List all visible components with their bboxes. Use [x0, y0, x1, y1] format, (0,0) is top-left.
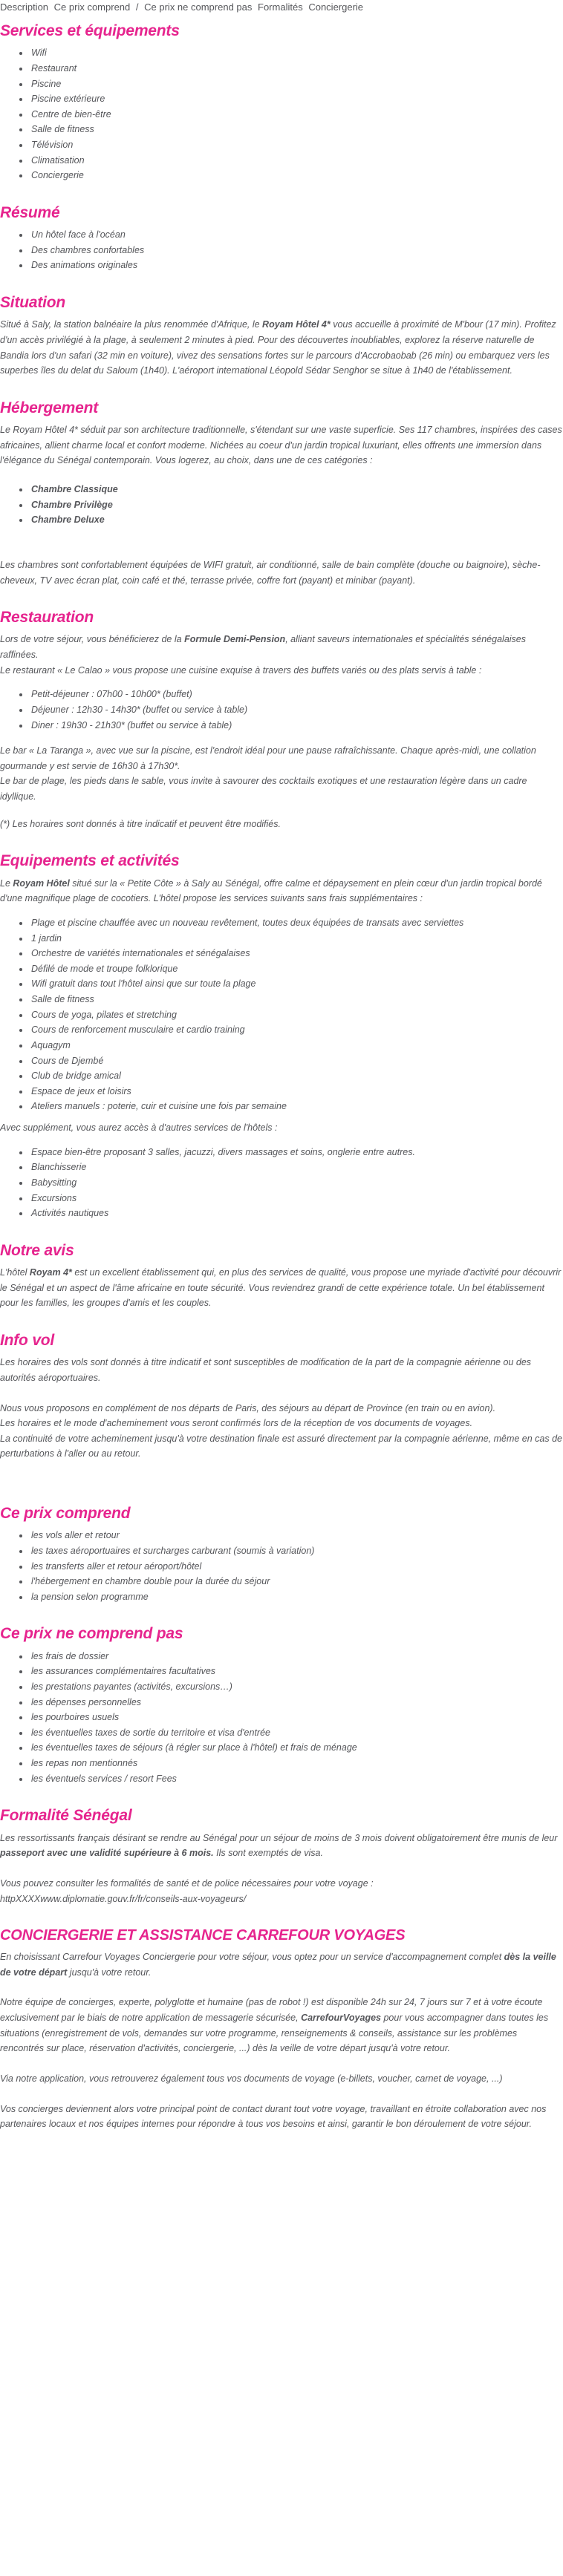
hebergement-equipment: Les chambres sont confortablement équipées de WIFI gratuit, air conditionné, salle de bain complète (douche ou baignoire), sèche-cheveux, TV avec écran plat, coin café et thé, terrasse privée, coffre fort (payant) et minibar (payant).	[0, 559, 541, 586]
diplomatie-link[interactable]: httpXXXXwww.diplomatie.gouv.fr/fr/conseils-aux-voyageurs/	[0, 1893, 247, 1904]
formalite-text-1: Les ressortissants français désirant se rendre au Sénégal pour un séjour de moins de 3 mois doivent obligatoirement être munis de leur passeport avec une validité supérieure à 6 mois. Ils sont exemptés de visa.	[0, 1832, 558, 1859]
tab-ce-prix-ne-comprend-pas[interactable]: Ce prix ne comprend pas	[144, 1, 253, 13]
conciergerie-text-2: Notre équipe de concierges, experte, polyglotte et humaine (pas de robot !) est disponible 24h sur 24, 7 jours sur 7 et à votre écoute exclusivement par le biais de notre application de messagerie sécurisée, CarrefourVoyages pour vous accompagner dans toutes les situations (enregistrement de vols, demandes sur votre programme, renseignements & conseils, assistance sur les problèmes rencontrés sur place, réservation d'activités, conciergerie, ...) dès la veille de votre départ jusqu'à votre retour.	[0, 1997, 549, 2054]
list-item: • Défilé de mode et troupe folklorique	[30, 961, 563, 977]
list-item: • Piscine extérieure	[30, 91, 563, 107]
list-item: • Petit-déjeuner : 07h00 - 10h00* (buffet)	[30, 687, 563, 702]
list-item: • Club de bridge amical	[30, 1068, 563, 1084]
horaires-list	[0, 687, 563, 733]
list-item: • Activités nautiques	[30, 1206, 563, 1221]
list-item: • 1 jardin	[30, 931, 563, 947]
equipements-heading: Equipements et activités	[0, 852, 180, 870]
restauration-heading: Restauration	[0, 609, 94, 627]
conciergerie-text-3: Via notre application, vous retrouverez également tous vos documents de voyage (e-billets, voucher, carnet de voyage, ...)	[0, 2073, 503, 2084]
list-item: • Des chambres confortables	[30, 243, 563, 258]
list-item: • Centre de bien-être	[30, 107, 563, 122]
list-item: • Plage et piscine chauffée avec un nouveau revêtement, toutes deux équipées de transats avec serviettes	[30, 915, 563, 931]
hebergement-heading: Hébergement	[0, 399, 99, 416]
avis-text: L'hôtel Royam 4* est un excellent établissement qui, en plus des services de qualité, vous propose une myriade d'activité pour découvrir le Sénégal et un aspect de l'âme africaine en toute sécurité. Vous reviendrez grandi de cette expérience totale. Un bel établissement pour les familles, les groupes d'amis et les couples.	[0, 1267, 562, 1309]
list-item: • Salle de fitness	[30, 992, 563, 1007]
tabs-bar	[0, 0, 563, 15]
services-list	[0, 45, 563, 183]
tab-conciergerie[interactable]: Conciergerie	[308, 1, 364, 13]
list-item: • Restaurant	[30, 61, 563, 76]
infovol-text-1: Les horaires des vols sont donnés à titre indicatif et sont susceptibles de modification de la part de la compagnie aérienne ou des autorités aéroportuaires.	[0, 1357, 532, 1383]
list-item: • Aquagym	[30, 1038, 563, 1053]
avis-heading: Notre avis	[0, 1241, 74, 1259]
list-item: • Orchestre de variétés internationales et sénégalaises	[30, 946, 563, 961]
equipements-free-list	[0, 915, 563, 1114]
list-item: • Piscine	[30, 76, 563, 92]
comprend-list	[0, 1528, 563, 1604]
list-item: • les vols aller et retour	[30, 1528, 563, 1543]
list-item: • Cours de renforcement musculaire et cardio training	[30, 1022, 563, 1038]
list-item: • les assurances complémentaires facultatives	[30, 1664, 563, 1679]
list-item: • Climatisation	[30, 153, 563, 169]
list-item: • les pourboires usuels	[30, 1710, 563, 1725]
tab-description[interactable]: Description	[0, 1, 49, 13]
list-item: • les transferts aller et retour aéroport/hôtel	[30, 1559, 563, 1575]
restauration-intro: Lors de votre séjour, vous bénéficierez de la Formule Demi-Pension, alliant saveurs internationales et spécialités sénégalaises raffinées. Le restaurant « Le Calao » vous propose une cuisine exquise à travers des buffets variés ou des plats servis à table :	[0, 634, 527, 676]
infovol-text-2: Nous vous proposons en complément de nos départs de Paris, des séjours au départ de Province (en train ou en avion). Les horaires et le mode d'acheminement vous seront confirmés lors de la réception de vos documents de voyages. La continuité de votre acheminement jusqu'à votre destination finale est assuré directement par la compagnie aérienne, même en cas de perturbations à l'aller ou au retour.	[0, 1402, 562, 1459]
list-item: • Excursions	[30, 1191, 563, 1206]
list-item: • les taxes aéroportuaires et surcharges carburant (soumis à variation)	[30, 1543, 563, 1559]
list-item: • l'hébergement en chambre double pour la durée du séjour	[30, 1574, 563, 1589]
list-item: • Chambre Classique	[30, 482, 563, 497]
services-heading: Services et équipements	[0, 22, 180, 39]
list-item: • Wifi gratuit dans tout l'hôtel ainsi que sur toute la plage	[30, 976, 563, 992]
list-item: • les prestations payantes (activités, excursions…)	[30, 1679, 563, 1695]
list-item: • Ateliers manuels : poterie, cuir et cuisine une fois par semaine	[30, 1099, 563, 1114]
list-item: • les dépenses personnelles	[30, 1695, 563, 1710]
infovol-heading: Info vol	[0, 1331, 55, 1349]
chambres-list	[0, 482, 563, 528]
list-item: • Wifi	[30, 45, 563, 61]
list-item: • Espace de jeux et loisirs	[30, 1084, 563, 1099]
equipements-paid-list	[0, 1145, 563, 1221]
tab-separator: /	[135, 1, 139, 13]
formalite-heading: Formalité Sénégal	[0, 1807, 132, 1825]
list-item: • Babysitting	[30, 1175, 563, 1191]
list-item: • les frais de dossier	[30, 1649, 563, 1664]
list-item: • Chambre Deluxe	[30, 512, 563, 528]
conciergerie-text-1: En choisissant Carrefour Voyages Conciergerie pour votre séjour, vous optez pour un service d'accompagnement complet dès la veille de votre départ jusqu'à votre retour.	[0, 1952, 556, 1978]
list-item: • Un hôtel face à l'océan	[30, 227, 563, 243]
formalite-text-2: Vous pouvez consulter les formalités de santé et de police nécessaires pour votre voyage : httpXXXXwww.diplomatie.gouv.fr/fr/conseils-aux-voyageurs/	[0, 1877, 374, 1904]
tab-formalites[interactable]: Formalités	[258, 1, 303, 13]
list-item: • les éventuelles taxes de séjours (à régler sur place à l'hôtel) et frais de ménage	[30, 1740, 563, 1756]
list-item: • Diner : 19h30 - 21h30* (buffet ou service à table)	[30, 718, 563, 733]
hebergement-intro: Le Royam Hôtel 4* séduit par son architecture traditionnelle, s'étendant sur une vaste superficie. Ses 117 chambres, inspirées des cases africaines, allient charme local et confort moderne. Nichées au coeur d'un jardin tropical luxuriant, elles offrents une immersion dans l'élégance du Sénégal contemporain. Vous logerez, au choix, dans une de ces catégories :	[0, 425, 562, 466]
list-item: • Blanchisserie	[30, 1160, 563, 1175]
list-item: • Télévision	[30, 137, 563, 153]
list-item: • les éventuels services / resort Fees	[30, 1771, 563, 1787]
situation-text: Situé à Saly, la station balnéaire la plus renommée d'Afrique, le Royam Hôtel 4* vous accueille à proximité de M'bour (17 min). Profitez d'un accès privilégié à la plage, à seulement 2 minutes à pied. Pour des découvertes inoubliables, explorez la réserve naturelle de Bandia lors d'un safari (32 min en voiture), vivez des sensations fortes sur le parcours d'Accrobaobab (26 min) ou embarquez vers les superbes îles du delat du Saloum (1h40). L'aéroport international Léopold Sédar Senghor se situe à 1h40 de l'établissement.	[0, 319, 556, 376]
conciergerie-text-4: Vos concierges deviennent alors votre principal point de contact durant tout votre voyage, travaillant en étroite collaboration avec nos partenaires locaux et nos équipes internes pour répondre à tous vos besoins et ainsi, garantir le bon déroulement de votre séjour.	[0, 2103, 547, 2130]
resume-list	[0, 227, 563, 273]
restauration-note: (*) Les horaires sont donnés à titre indicatif et peuvent être modifiés.	[0, 818, 281, 829]
list-item: • Salle de fitness	[30, 122, 563, 137]
list-item: • Cours de yoga, pilates et stretching	[30, 1007, 563, 1023]
necomprend-list	[0, 1649, 563, 1787]
comprend-heading: Ce prix comprend	[0, 1505, 131, 1522]
list-item: • les éventuelles taxes de sortie du territoire et visa d'entrée	[30, 1725, 563, 1741]
resume-heading: Résumé	[0, 203, 60, 221]
list-item: • les repas non mentionnés	[30, 1756, 563, 1771]
list-item: • Déjeuner : 12h30 - 14h30* (buffet ou service à table)	[30, 702, 563, 718]
list-item: • la pension selon programme	[30, 1589, 563, 1605]
list-item: • Espace bien-être proposant 3 salles, jacuzzi, divers massages et soins, onglerie entre autres.	[30, 1145, 563, 1160]
list-item: • Chambre Privilège	[30, 497, 563, 513]
list-item: • Conciergerie	[30, 168, 563, 183]
equipements-paid-intro: Avec supplément, vous aurez accès à d'autres services de l'hôtels :	[0, 1122, 278, 1134]
necomprend-heading: Ce prix ne comprend pas	[0, 1625, 183, 1643]
list-item: • Cours de Djembé	[30, 1053, 563, 1069]
restauration-bars: Le bar « La Taranga », avec vue sur la piscine, est l'endroit idéal pour une pause rafraîchissante. Chaque après-midi, une collation gourmande y est servie de 16h30 à 17h30*. Le bar de plage, les pieds dans le sable, vous invite à savourer des cocktails exotiques et une restauration légère dans un cadre idyllique.	[0, 745, 536, 802]
tab-ce-prix-comprend[interactable]: Ce prix comprend	[53, 1, 131, 13]
situation-heading: Situation	[0, 294, 66, 312]
list-item: • Des animations originales	[30, 258, 563, 273]
conciergerie-heading: CONCIERGERIE ET ASSISTANCE CARREFOUR VOYAGES	[0, 1927, 406, 1944]
hotel-name: Royam Hôtel 4*	[262, 319, 331, 330]
equipements-intro: Le Royam Hôtel situé sur la « Petite Côte » à Saly au Sénégal, offre calme et dépaysement en plein cœur d'un jardin tropical bordé d'une magnifique plage de cocotiers. L'hôtel propose les services suivants sans frais supplémentaires :	[0, 877, 542, 904]
